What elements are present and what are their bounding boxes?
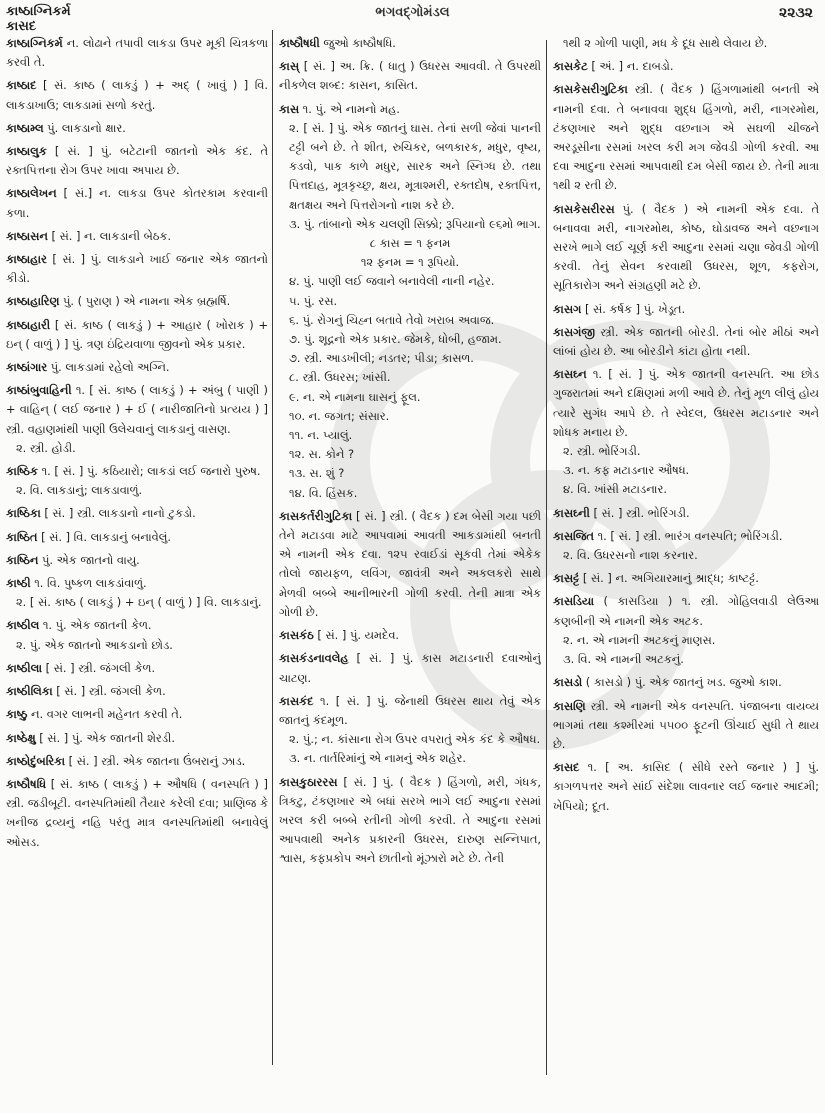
entry-headword: કાષ્ઠાગ્નિકર્મ	[6, 36, 63, 50]
entry-definition: [ સં. ] ન. અગિયારમાનું શ્રાદ્ધ; કાષ્ટટ્ટં.	[579, 571, 759, 586]
entry-headword: કાસટ્ટં	[553, 571, 580, 586]
entry-sense: ૩. પું. તાંબાનો એક ચલણી સિક્કો; રૂપિયાનો ૯૬મો ભાગ.	[289, 216, 541, 231]
entry-sense: ૨. સ્ત્રી. ભોરિંગડી.	[563, 444, 641, 459]
dictionary-entry	[553, 323, 819, 361]
page-title: ભગવદ્ગોમંડલ	[375, 5, 450, 20]
entry-definition: ૧. [ સં. ] પું. કઠિયારો; લાકડાં લઈ જનારો પુરુષ.	[37, 464, 261, 479]
entry-definition: [ સં. ] પું. બટેટાની જાતનો એક કંદ. તે રક્તપિત્તના રોગ ઉપર ખાવા અપાય છે.	[6, 144, 268, 178]
entry-headword: કાષ્ઠાહાર	[6, 252, 47, 267]
entry-sense: ૨. પું.; ન. કાંસાના રોગ ઉપર વપરાતું એક કંદ કે ઔષધ.	[289, 732, 541, 747]
entry-headword: કાષ્ઠાંબુવાહિની	[6, 383, 72, 398]
dictionary-entry	[6, 184, 268, 222]
entry-definition: ( કાસડિયા ) ૧. સ્ત્રી. ગોહિલવાડી લેઉઆ કણબીની એ નામની એક અટક.	[553, 594, 819, 628]
entry-headword: કાસકંડનાવલેહ	[279, 651, 349, 666]
entry-headword: કાષ્ઠિત	[6, 529, 38, 544]
dictionary-entry	[553, 57, 819, 76]
dictionary-entry	[279, 773, 541, 869]
entry-definition: [ સં. ] પું. કાસ મટાડનારી દવાઓનું ચાટણ.	[279, 651, 541, 685]
dictionary-entry	[6, 462, 268, 500]
dictionary-entry	[6, 659, 268, 678]
entry-headword: કાષ્ઠીલા	[6, 660, 42, 675]
entry-headword: કાસ	[279, 101, 300, 116]
dictionary-columns	[0, 34, 825, 1113]
entry-sense: ૪. પું. પાણી લઈ જવાને બનાવેલી નાની નહેર.	[289, 274, 495, 289]
entry-definition: [ સં. ] પું. ( વૈદક ) હિંગળો, મરી, ગંધક, ત્રિકટુ, ટંકણખાર એ બધાં સરખે ભાગે લઈ આદુના રસમાં ખરલ કરી બબ્બે રતીની ગોળી કરવી. તે આદુના રસમાં આપવાથી અનેક પ્રકારની ઉધરસ, દારુણ સન્નિપાત, શ્વાસ, કફપ્રકોપ અને છાતીનો મૂંઝારો મટે છે. તેની	[279, 774, 541, 866]
dictionary-entry	[6, 752, 268, 771]
entry-continuation: ૧થી ૨ ગોળી પાણી, મધ કે દૂધ સાથે લેવાય છે.	[563, 36, 768, 50]
entry-sense: ૩. ન. તાર્તરિમાંનું એ નામનું એક શહેર.	[289, 751, 466, 766]
dictionary-entry	[6, 358, 268, 377]
dictionary-entry	[6, 682, 268, 701]
page-number: ૨૨૩૨	[779, 5, 813, 21]
entry-definition: [ સં. ] સ્ત્રી. ( વૈદક ) દમ બેસી ગયા પછી તેને મટાડવા માટે આપવામાં આવતી આકડામાંથી બનતી એ નામની એક દવા. ૧૨૫ રવાઈડાં સૂકવી તેમાં એકેક તોલો જાયફળ, લવિંગ, જાવંત્રી અને અકલકરો સાથે મેળવી બબ્બે આનીભારની ગોળી કરવી. તેની માત્રા એક ગોળી છે.	[279, 508, 541, 619]
entry-definition: [ સં. ] પું. એક જાતની શેરડી.	[35, 730, 175, 745]
entry-sense: ૩. વિ. એ નામની અટકનું.	[563, 652, 684, 667]
entry-definition: પું. લાકડામાં રહેલો અગ્નિ.	[47, 360, 170, 375]
entry-headword: કાસ્	[279, 59, 300, 74]
entry-definition: પું. ( વૈદક ) એ નામની એક દવા. તે બનાવવા મરી, નાગરમોથ, કોષ્ઠ, ઘોડાવજ અને વછનાગ સરખે ભાગે લઈ ચૂર્ણ કરી આદુના રસમાં ચણા જેવડી ગોળી કરવી. તેનું સેવન કરવાથી ઉધરસ, શૂળ, કફરોગ, સૂતિકારોગ અને સંગ્રહણી મટે છે.	[553, 201, 819, 293]
dictionary-entry	[6, 292, 268, 311]
entry-headword: કાષ્ઠીલિકા	[6, 684, 53, 699]
entry-sense: ૫. પું. રસ.	[289, 293, 338, 308]
entry-sense: ૨. સ્ત્રી. હોડી.	[16, 440, 76, 455]
column-1	[6, 34, 268, 1113]
dictionary-entry	[279, 507, 541, 622]
entry-headword: કાસકંઠ	[279, 628, 314, 643]
dictionary-entry	[6, 142, 268, 180]
entry-sense: ૯. ન. એ નામના ઘાસનું ફૂલ.	[289, 389, 421, 404]
entry-headword: કાષ્ઠૌષધિ	[6, 776, 47, 791]
entry-sense: ૨. વિ. લાકડાનું; લાકડાવાળું.	[16, 483, 143, 498]
entry-headword: કાસડિયા	[553, 594, 595, 609]
entry-definition: ૧. [ સં. ] પું. એક જાતની વનસ્પતિ. આ છોડ ગુજરાતમાં અને દક્ષિણમાં મળી આવે છે. તેનું મૂળ લીલું હોય ત્યારે સુગંધ આપે છે. તે સ્વેદલ, ઉધરસ મટાડનાર અને શોધક મનાય છે.	[553, 367, 819, 439]
entry-definition: ૧. [ અ. કાસિદ ( સીધે રસ્તે જનાર ) ] પું. કાગળપત્તર અને સાંઈ સંદેશા લાવનાર લઈ જનાર આદમી; ખેપિયો; દૂત.	[553, 760, 819, 813]
entry-headword: કાસકુઠારરસ	[279, 774, 338, 789]
dictionary-entry	[553, 365, 819, 499]
column-2	[279, 34, 541, 1113]
entry-headword: કાષ્ઠામ્લ	[6, 120, 44, 135]
dictionary-entry	[6, 616, 268, 654]
dictionary-entry	[279, 692, 541, 769]
entry-headword: કાષ્ઠોદુંબરિકા	[6, 753, 65, 768]
dictionary-entry	[6, 775, 268, 852]
guide-word-last: કાસદ	[6, 19, 37, 34]
entry-definition: [ સં. ] સ્ત્રી. જંગલી કેળ.	[42, 660, 156, 675]
entry-sense: ૧૨. સ. કોને ?	[289, 447, 355, 462]
entry-sense: ૧૧. ન. પ્યાલું.	[289, 428, 353, 443]
entry-definition: સ્ત્રી. ( વૈદક ) હિંગળામાંથી બનતી એ નામની દવા. તે બનાવવા શુદ્ધ હિંગળો, મરી, નાગરમોથ, ટંકણખાર અને શુદ્ધ વછનાગ એ સઘળી ચીજને અરડૂસીના રસમાં ખરલ કરી મગ જેવડી ગોળી કરવી. આ દવા આદુના રસમાં આપવાથી દમ બેસી જાય છે. તેની માત્રા ૧થી ૨ રતી છે.	[553, 82, 819, 193]
entry-headword: કાષ્ઠાદ	[6, 78, 37, 93]
entry-headword: કાસગંજી	[553, 324, 595, 339]
entry-definition: સ્ત્રી. એક જાતની બોરડી. તેનાં બોર મીઠાં અને લાંબાં હોય છે. આ બોરડીને કાંટા હોતા નથી.	[553, 324, 819, 359]
entry-headword: કાષ્ઠાહારી	[6, 317, 51, 332]
dictionary-entry	[279, 100, 541, 503]
entry-headword: કાસણિ	[553, 698, 586, 713]
dictionary-entry	[279, 34, 541, 53]
entry-definition: [ સં. કાષ્ઠ ( લાકડું ) + આહાર ( ખોરાક ) + ઇન્ ( વાળું ) ] પું. ત્રણ ઇંદ્રિયવાળા જીવનો એક પ્રકાર.	[6, 317, 268, 351]
entry-definition: ૧. [ સં. ] પું. જેનાથી ઉધરસ થાય તેવું એક જાતનું કંદમૂળ.	[279, 693, 541, 727]
entry-headword: કાસદ	[553, 760, 580, 775]
entry-definition: [ સં. ] ન. લાકડાની બેઠક.	[47, 228, 172, 243]
entry-definition: [ સં. ] સ્ત્રી. ભોરિંગડી.	[589, 505, 690, 520]
entry-headword: કાસડો	[553, 675, 583, 690]
dictionary-entry	[553, 673, 819, 692]
dictionary-entry	[279, 649, 541, 687]
dictionary-entry	[6, 381, 268, 458]
dictionary-entry	[6, 316, 268, 354]
entry-sense: ૨. વિ. ઉધરસનો નાશ કરનાર.	[563, 548, 698, 563]
entry-definition: [ સં. ] અ. ક્રિ. ( ધાતુ ) ઉધરસ આવવી. તે ઉપરથી નીકળેલ શબ્દ: કાસન, કાસિત.	[279, 59, 541, 93]
entry-headword: કાષ્ઠિકા	[6, 506, 41, 521]
entry-definition: ( કાસડો ) પું. એક જાતનું ખડ. જુઓ કાશ.	[582, 675, 782, 690]
entry-sense: ૧૪. વિ. હિંસક.	[289, 485, 358, 500]
conversion-line: ૮ કાસ = ૧ ફનમ	[369, 236, 451, 251]
dictionary-entry	[6, 34, 268, 72]
dictionary-entry	[6, 729, 268, 748]
dictionary-entry	[6, 76, 268, 114]
entry-definition: [ સં. ] સ્ત્રી. એક જાતના ઉંબરાનું ઝાડ.	[65, 753, 246, 768]
entry-definition: ૧. [ સં. કાષ્ઠ ( લાકડું ) + અંબુ ( પાણી ) + વાહિન્ ( લઈ જનાર ) + ઈ ( નારીજાતિનો પ્રત્યય ) ] સ્ત્રી. વહાણમાંથી પાણી ઉલેચવાનું લાકડાનું વાસણ.	[6, 383, 268, 436]
entry-headword: કાષ્ઠીલ	[6, 618, 40, 633]
entry-sense: ૨. [ સં. ] પું. એક જાતનું ઘાસ. તેનાં સળી જેવાં પાનની ટટ્ટી બને છે. તે શીત, રુચિકર, બળકારક, મધુર, વૃષ્ય, કડવો, પાક કાળે મધુર, સારક અને સ્નિગ્ધ છે. તથા પિત્તદાહ, મૂત્રકૃચ્છ્ર, ક્ષય, મૂત્રાશ્મરી, રક્તદોષ, રક્તપિત્ત, ક્ષતક્ષય અને પિત્તરોગનો નાશ કરે છે.	[289, 120, 541, 212]
entry-sense: ૨. [ સં. કાષ્ઠ ( લાકડું ) + ઇન્ ( વાળું ) ] વિ. લાકડાનું.	[16, 595, 262, 610]
dictionary-entry	[6, 227, 268, 246]
dictionary-entry	[553, 504, 819, 523]
entry-headword: કાસકંદ	[279, 693, 314, 708]
page-header	[0, 0, 825, 34]
entry-definition: [ સં. કર્ષક ] પું. ખેડૂત.	[581, 301, 686, 316]
entry-headword: કાસગ	[553, 301, 582, 316]
dictionary-entry	[553, 569, 819, 588]
entry-headword: કાષ્ઠેક્ષુ	[6, 730, 36, 745]
entry-definition: [ સં. ] સ્ત્રી. લાકડાનો નાનો ટુકડો.	[40, 506, 196, 521]
dictionary-entry	[553, 592, 819, 669]
entry-sense: ૪. વિ. ખાંસી મટાડનાર.	[563, 482, 667, 497]
entry-headword: કાષ્ઠિક	[6, 464, 38, 479]
entry-headword: કાસઘ્ન	[553, 367, 587, 382]
entry-sense: ૭. પું. શૂદ્રનો એક પ્રકાર. જેમકે, ધોબી, હજામ.	[289, 332, 502, 347]
entry-definition: પું. લાકડાનો ક્ષાર.	[43, 120, 126, 135]
entry-headword: કાષ્ઠુ	[6, 707, 28, 722]
guide-word-first: કાષ્ઠાગ્નિકર્મ	[6, 4, 71, 19]
entry-definition: જુઓ કાષ્ઠૌષધિ.	[319, 36, 396, 50]
entry-headword: કાષ્ઠાહારિણ	[6, 294, 60, 309]
entry-sense: ૬. પું. રોગનું ચિહ્ન બતાવે તેવો ખરાબ અવાજ.	[289, 312, 495, 327]
entry-definition: [ સં. કાષ્ઠ ( લાકડું ) + અદ્ ( ખાવું ) ] વિ. લાકડાખાઉ; લાકડામાં સળો કરતું.	[6, 78, 268, 112]
entry-headword: કાસજિત	[553, 528, 594, 543]
entry-headword: કાસકેસરીગુટિકા	[553, 82, 628, 97]
entry-definition: [ અં. ] ન. દાબડો.	[587, 59, 674, 74]
dictionary-entry	[6, 551, 268, 570]
dictionary-entry	[6, 528, 268, 547]
dictionary-entry	[6, 119, 268, 138]
dictionary-entry	[279, 626, 541, 645]
entry-definition: ૧. વિ. પુષ્કળ લાકડાંવાળું.	[30, 576, 147, 591]
entry-headword: કાષ્ઠાલેખન	[6, 186, 57, 201]
entry-definition: ન. વગર લાભની મહેનત કરવી તે.	[27, 707, 183, 722]
entry-headword: કાસકેસરીરસ	[553, 201, 615, 216]
entry-headword: કાષ્ઠાસન	[6, 228, 48, 243]
entry-sense: ૩. ન. કફ મટાડનાર ઔષધ.	[563, 463, 690, 478]
entry-definition: [ સં. કાષ્ઠ ( લાકડું ) + ઔષધિ ( વનસ્પતિ ) ] સ્ત્રી. જડીબૂટી. વનસ્પતિમાંથી તૈયાર કરેલી દવા; પ્રાણિજ કે ખનીજ દ્રવ્યનું નહિ પરંતુ માત્ર વનસ્પતિમાંથી બનાવેલું ઓસડ.	[6, 776, 268, 849]
dictionary-entry	[6, 250, 268, 288]
entry-headword: કાસઘ્ની	[553, 505, 590, 520]
dictionary-entry	[553, 527, 819, 565]
column-3	[553, 34, 819, 1113]
dictionary-entry	[553, 200, 819, 296]
entry-definition: [ સં. ] સ્ત્રી. જંગલી કેળ.	[52, 684, 166, 699]
dictionary-entry	[6, 705, 268, 724]
entry-definition: [ સં.] ન. લાકડા ઉપર કોતરકામ કરવાની કળા.	[6, 186, 268, 220]
entry-headword: કાષ્ઠૌષધી	[279, 36, 320, 50]
entry-definition: પું. એક જાતનો વાયુ.	[38, 552, 140, 567]
entry-sense: ૮. સ્ત્રી. ઉધરસ; ખાંસી.	[289, 370, 391, 385]
dictionary-entry	[6, 574, 268, 612]
entry-headword: કાષ્ઠી	[6, 576, 31, 591]
entry-sense: ૧૩. સ. શું ?	[289, 466, 345, 481]
entry-definition: ૧. પું. એક જાતની કેળ.	[39, 618, 152, 633]
entry-definition: સ્ત્રી. એ નામની એક વનસ્પતિ. પંજાબના વાયવ્ય ભાગમાં તથા કશ્મીરમાં ૫૫૦૦ ફૂટની ઊંચાઈ સુધી તે થાય છે.	[553, 698, 819, 751]
entry-sense: ૨. પું. એક જાતનો આકડાનો છોડ.	[16, 637, 173, 652]
entry-definition: ૧. [ સં. ] સ્ત્રી. ભારંગ વનસ્પતિ; ભોરિંગડી.	[593, 528, 783, 543]
entry-headword: કાષ્ઠાલુક	[6, 144, 47, 159]
entry-definition: ૧. પું. એ નામનો મહ.	[299, 101, 400, 116]
entry-definition: પું. ( પુરાણ ) એ નામના એક બ્રહ્મર્ષિ.	[59, 294, 231, 309]
dictionary-entry	[553, 80, 819, 195]
entry-definition: ન. લોઢાને તપાવી લાકડા ઉપર મૂકી ચિત્રકળા કરવી તે.	[6, 36, 268, 70]
entry-definition: [ સં. ] વિ. લાકડાનું બનાવેલું.	[37, 529, 171, 544]
dictionary-entry	[6, 504, 268, 523]
entry-sense: ૧૦. ન. જગત; સંસાર.	[289, 408, 390, 423]
dictionary-entry	[553, 758, 819, 816]
entry-sense: ૨. ન. એ નામની અટકનું માણસ.	[563, 632, 716, 647]
conversion-line: ૧૨ ફનમ = ૧ રૂપિયો.	[360, 255, 460, 270]
dictionary-entry	[279, 57, 541, 95]
entry-headword: કાષ્ઠાંગાર	[6, 360, 48, 375]
dictionary-entry	[553, 697, 819, 755]
entry-headword: કાસકર્તરીગુટિકા	[279, 508, 353, 523]
entry-definition: [ સં. ] પું. યમદેવ.	[313, 628, 400, 643]
entry-headword: કાસકેટ	[553, 59, 588, 74]
entry-definition: [ સં. ] પું. લાકડાને ખાઈ જનાર એક જાતનો કીડો.	[6, 252, 268, 286]
entry-headword: કાષ્ઠિન	[6, 552, 39, 567]
dictionary-entry	[553, 300, 819, 319]
entry-sense: ૭. સ્ત્રી. આડખીલી; નડતર; પીડા; કાસળ.	[289, 351, 474, 366]
